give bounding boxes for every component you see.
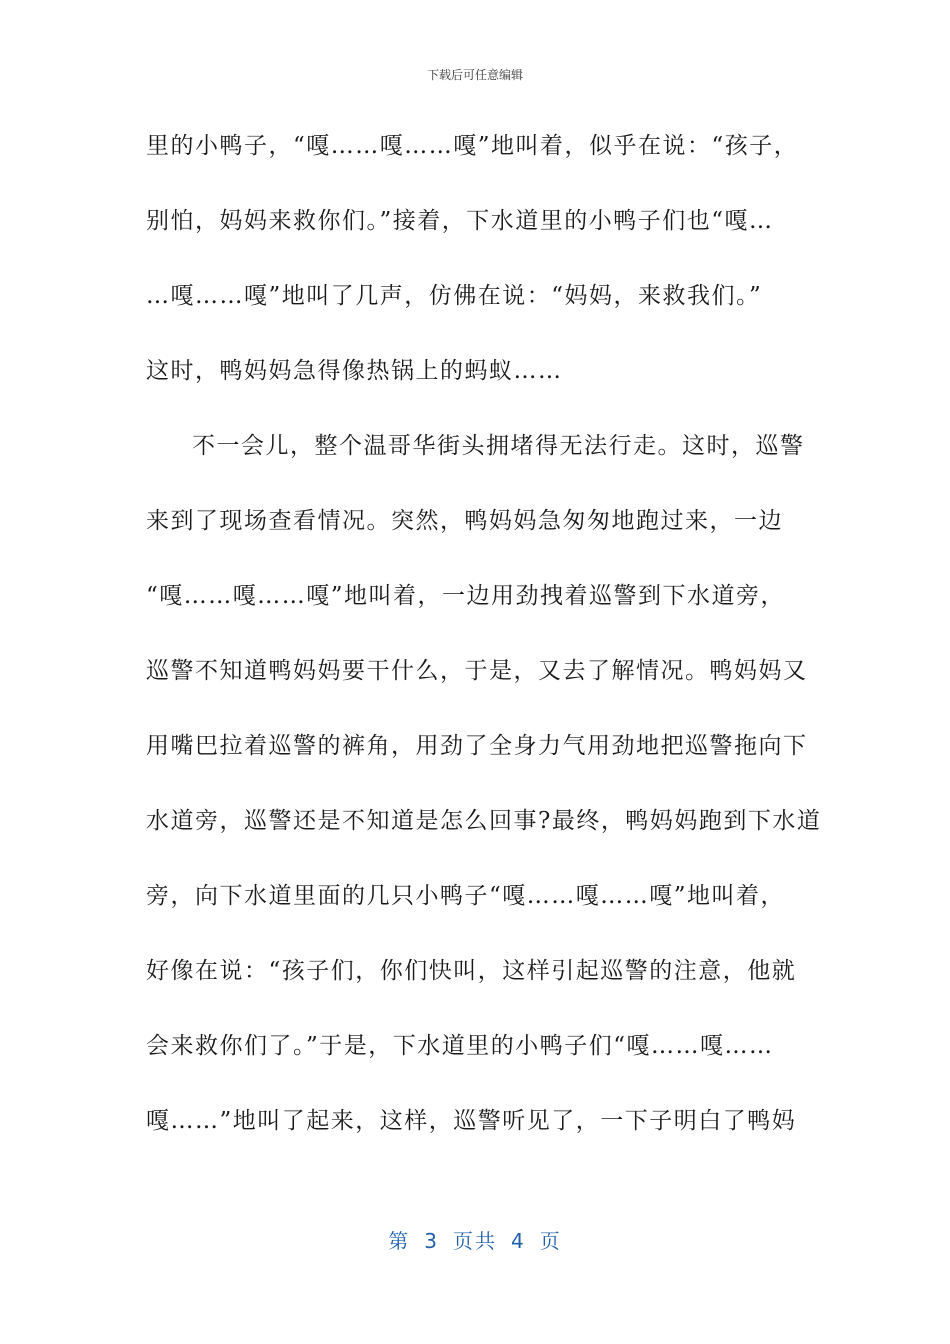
page-middle: 页共: [453, 1229, 497, 1253]
page-number-footer: [0, 1225, 950, 1254]
text-line-12: 好像在说：“孩子们，你们快叫，这样引起巡警的注意，他就: [146, 958, 797, 984]
text-line-8: 巡警不知道鸭妈妈要干什么，于是，又去了解情况。鸭妈妈又: [146, 658, 808, 684]
text-line-3: …嘎……嘎”地叫了几声，仿佛在说：“妈妈，来救我们。”: [146, 283, 763, 309]
text-line-14: 嘎……”地叫了起来，这样，巡警听见了，一下子明白了鸭妈: [146, 1108, 797, 1134]
text-line-7: “嘎……嘎……嘎”地叫着，一边用劲拽着巡警到下水道旁，: [146, 583, 786, 609]
text-line-13: 会来救你们了。”于是，下水道里的小鸭子们“嘎……嘎……: [146, 1033, 774, 1059]
document-body: [146, 118, 822, 1168]
total-pages-number: 4: [511, 1229, 526, 1253]
text-line-9: 用嘴巴拉着巡警的裤角，用劲了全身力气用劲地把巡警拖向下: [146, 733, 808, 759]
text-line-1: 里的小鸭子，“嘎……嘎……嘎”地叫着，似乎在说：“孩子，: [146, 133, 799, 159]
text-line-11: 旁，向下水道里面的几只小鸭子“嘎……嘎……嘎”地叫着，: [146, 883, 786, 909]
text-line-4: 这时，鸭妈妈急得像热锅上的蚂蚁……: [146, 358, 563, 384]
text-line-10: 水道旁，巡警还是不知道是怎么回事?最终，鸭妈妈跑到下水道: [146, 808, 822, 834]
current-page-number: 3: [424, 1229, 439, 1253]
page-prefix: 第: [388, 1229, 411, 1253]
page-suffix: 页: [539, 1229, 562, 1253]
text-line-5-paragraph-start: 不一会儿，整个温哥华街头拥堵得无法行走。这时，巡警: [192, 433, 805, 459]
text-line-2: 别怕，妈妈来救你们。”接着，下水道里的小鸭子们也“嘎…: [146, 208, 774, 234]
page-header-note: 下载后可任意编辑: [426, 68, 523, 82]
text-line-6: 来到了现场查看情况。突然，鸭妈妈急匆匆地跑过来，一边: [146, 508, 783, 534]
